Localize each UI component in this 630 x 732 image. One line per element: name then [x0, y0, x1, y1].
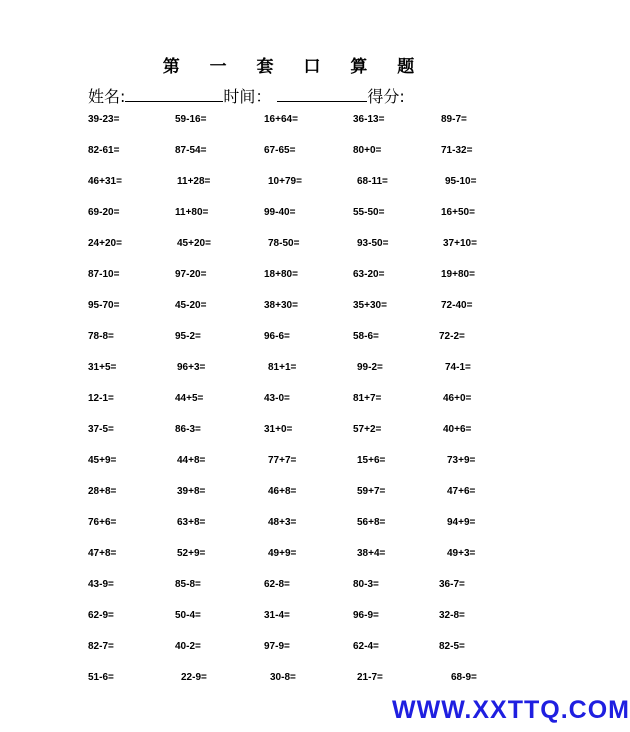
- math-problem: 62-8=: [264, 579, 290, 590]
- math-problem: 71-32=: [441, 145, 473, 156]
- math-problem: 44+8=: [177, 455, 206, 466]
- math-problem: 43-9=: [88, 579, 114, 590]
- math-problem: 39-23=: [88, 114, 120, 125]
- math-problem: 78-8=: [88, 331, 114, 342]
- math-problem: 32-8=: [439, 610, 465, 621]
- math-problem: 97-20=: [175, 269, 207, 280]
- math-problem: 47+6=: [447, 486, 476, 497]
- math-problem: 82-5=: [439, 641, 465, 652]
- math-problem: 21-7=: [357, 672, 383, 683]
- math-problem: 37+10=: [443, 238, 477, 249]
- math-problem: 55-50=: [353, 207, 385, 218]
- math-problem: 46+31=: [88, 176, 122, 187]
- time-blank: [277, 85, 367, 102]
- math-problem: 36-13=: [353, 114, 385, 125]
- math-problem: 95-10=: [445, 176, 477, 187]
- math-problem: 30-8=: [270, 672, 296, 683]
- math-problem: 51-6=: [88, 672, 114, 683]
- math-problem: 56+8=: [357, 517, 386, 528]
- math-problem: 76+6=: [88, 517, 117, 528]
- name-label: 姓名:: [88, 87, 126, 106]
- math-problem: 37-5=: [88, 424, 114, 435]
- math-problem: 62-4=: [353, 641, 379, 652]
- math-problem: 31-4=: [264, 610, 290, 621]
- math-problem: 82-7=: [88, 641, 114, 652]
- math-problem: 49+3=: [447, 548, 476, 559]
- math-problem: 96+3=: [177, 362, 206, 373]
- math-problem: 24+20=: [88, 238, 122, 249]
- math-problem: 63+8=: [177, 517, 206, 528]
- name-blank: [125, 85, 223, 102]
- math-problem: 31+0=: [264, 424, 293, 435]
- math-problem: 81+7=: [353, 393, 382, 404]
- math-problem: 50-4=: [175, 610, 201, 621]
- score-label: 得分:: [367, 87, 405, 106]
- math-problem: 80-3=: [353, 579, 379, 590]
- math-problem: 69-20=: [88, 207, 120, 218]
- math-problem: 40+6=: [443, 424, 472, 435]
- math-problem: 87-10=: [88, 269, 120, 280]
- math-problem: 96-6=: [264, 331, 290, 342]
- math-problem: 38+4=: [357, 548, 386, 559]
- math-problem: 77+7=: [268, 455, 297, 466]
- math-problem: 45+9=: [88, 455, 117, 466]
- math-problem: 19+80=: [441, 269, 475, 280]
- math-problem: 99-2=: [357, 362, 383, 373]
- math-problem: 52+9=: [177, 548, 206, 559]
- math-problem: 62-9=: [88, 610, 114, 621]
- math-problem: 31+5=: [88, 362, 117, 373]
- math-problem: 95-70=: [88, 300, 120, 311]
- math-problem: 96-9=: [353, 610, 379, 621]
- math-problem: 15+6=: [357, 455, 386, 466]
- site-watermark: WWW.XXTTQ.COM: [392, 696, 630, 724]
- math-problem: 11+28=: [177, 176, 211, 187]
- math-problem: 67-65=: [264, 145, 296, 156]
- math-problem: 73+9=: [447, 455, 476, 466]
- math-problem: 12-1=: [88, 393, 114, 404]
- math-problem: 86-3=: [175, 424, 201, 435]
- math-problem: 48+3=: [268, 517, 297, 528]
- time-label: 时间：: [223, 87, 272, 106]
- math-problem: 97-9=: [264, 641, 290, 652]
- math-problem: 28+8=: [88, 486, 117, 497]
- math-problem: 80+0=: [353, 145, 382, 156]
- math-problem: 99-40=: [264, 207, 296, 218]
- math-problem: 68-9=: [451, 672, 477, 683]
- math-problem: 39+8=: [177, 486, 206, 497]
- math-problem: 44+5=: [175, 393, 204, 404]
- math-problem: 11+80=: [175, 207, 209, 218]
- math-problem: 89-7=: [441, 114, 467, 125]
- math-problem: 16+64=: [264, 114, 298, 125]
- math-problem: 57+2=: [353, 424, 382, 435]
- math-problem: 72-40=: [441, 300, 473, 311]
- math-problem: 82-61=: [88, 145, 120, 156]
- math-problem: 81+1=: [268, 362, 297, 373]
- math-problem: 59-16=: [175, 114, 207, 125]
- math-problem: 18+80=: [264, 269, 298, 280]
- math-problem: 94+9=: [447, 517, 476, 528]
- math-problem: 40-2=: [175, 641, 201, 652]
- math-problem: 46+8=: [268, 486, 297, 497]
- math-problem: 38+30=: [264, 300, 298, 311]
- math-problem: 43-0=: [264, 393, 290, 404]
- math-problem: 49+9=: [268, 548, 297, 559]
- math-problem: 35+30=: [353, 300, 387, 311]
- math-problem: 10+79=: [268, 176, 302, 187]
- worksheet-title: 第 一 套 口 算 题: [162, 57, 427, 77]
- math-problem: 58-6=: [353, 331, 379, 342]
- math-problem: 78-50=: [268, 238, 300, 249]
- math-problem: 36-7=: [439, 579, 465, 590]
- math-problem: 85-8=: [175, 579, 201, 590]
- math-problem: 59+7=: [357, 486, 386, 497]
- math-problem: 72-2=: [439, 331, 465, 342]
- math-problem: 22-9=: [181, 672, 207, 683]
- student-info-row: [88, 84, 405, 107]
- math-problem: 63-20=: [353, 269, 385, 280]
- math-problem: 45+20=: [177, 238, 211, 249]
- math-problem: 74-1=: [445, 362, 471, 373]
- math-problem: 93-50=: [357, 238, 389, 249]
- math-problem: 16+50=: [441, 207, 475, 218]
- math-problem: 45-20=: [175, 300, 207, 311]
- math-problem: 95-2=: [175, 331, 201, 342]
- math-problem: 68-11=: [357, 176, 388, 187]
- math-problem: 87-54=: [175, 145, 207, 156]
- math-problem: 46+0=: [443, 393, 472, 404]
- math-problem: 47+8=: [88, 548, 117, 559]
